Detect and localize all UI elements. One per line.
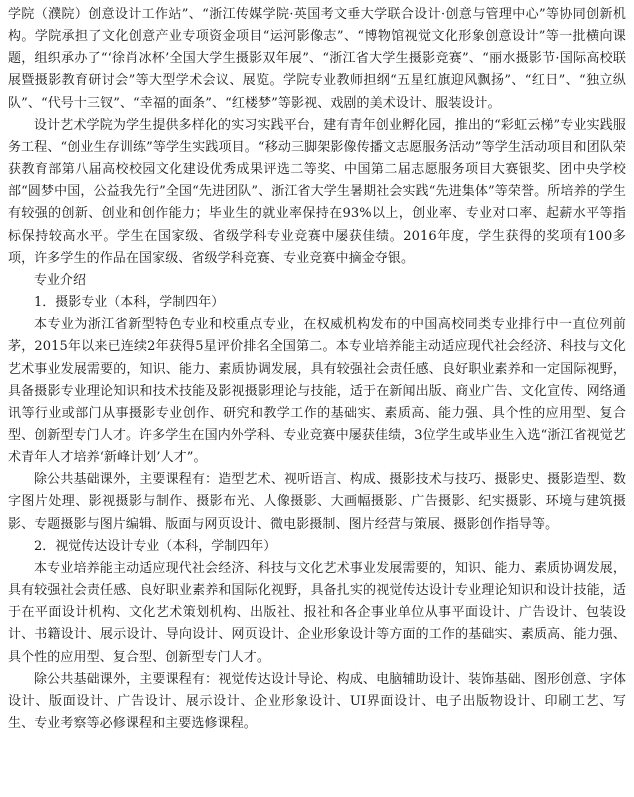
major-visual-communication — [8, 536, 626, 735]
intro-paragraph-1: 学院（濮院）创意设计工作站”、“浙江传媒学院·英国考文垂大学联合设计·创意与管理中心”等协同创新机构。学院承担了文化创意产业专项资金项目“运河影像志”、“博物馆视觉文化形象创意设计”等一批横向课题，组织承办了“‘徐肖冰杯’全国大学生摄影双年展”、“浙江省大学生摄影竞赛”、“丽水摄影节·国际高校联展暨摄影教育研讨会”等大型学术会议、展览。学院专业教师担纲“五星红旗迎风飘扬”、“红日”、“独立纵队”、“代号十三钗”、“幸福的面条”、“红楼梦”等影视、戏剧的美术设计、服装设计。 — [8, 7, 626, 111]
major-heading: 1．摄影专业（本科，学制四年） — [34, 295, 225, 311]
section-title: 专业介绍 — [34, 272, 87, 288]
major-courses-paragraph: 除公共基础课外，主要课程有：造型艺术、视听语言、构成、摄影技术与技巧、摄影史、摄影造型、数字图片处理、影视摄影与制作、摄影布光、人像摄影、大画幅摄影、广告摄影、纪实摄影、环境与建筑摄影、专题摄影与图片编辑、版面与网页设计、微电影摄制、图片经营与策展、摄影创作指导等。 — [8, 472, 626, 532]
major-paragraph: 本专业为浙江省新型特色专业和校重点专业，在权威机构发布的中国高校同类专业排行中一直位列前茅，2015年以来已连续2年获得5星评价排名全国第二。本专业培养能主动适应现代社会经济、科技与文化艺术事业发展需要的，知识、能力、素质协调发展，具有较强社会责任感、良好职业素养和一定国际视野，具备摄影专业理论知识和技术技能及影视摄影理论与技能，适于在新闻出版、商业广告、文化宣传、网络通讯等行业或部门从事摄影专业创作、研究和教学工作的基础实、素质高、能力强、具个性的应用型、复合型、创新型专门人才。许多学生在国内外学科、专业竞赛中屡获佳绩，3位学生或毕业生入选“浙江省视觉艺术青年人才培养‘新峰计划’人才”。 — [8, 317, 626, 466]
major-courses-paragraph: 除公共基础课外，主要课程有：视觉传达设计导论、构成、电脑辅助设计、装饰基础、图形创意、字体设计、版面设计、广告设计、展示设计、企业形象设计、UI界面设计、电子出版物设计、印刷工艺、写生、专业考察等必修课程和主要选修课程。 — [8, 671, 626, 731]
major-photography — [8, 292, 626, 536]
major-heading: 2．视觉传达设计专业（本科，学制四年） — [34, 538, 277, 554]
major-paragraph: 本专业培养能主动适应现代社会经济、科技与文化艺术事业发展需要的，知识、能力、素质协调发展，具有较强社会责任感、良好职业素养和国际化视野，具备扎实的视觉传达设计专业理论知识和设计技能，适于在平面设计机构、文化艺术策划机构、出版社、报社和各企事业单位从事平面设计、广告设计、包装设计、书籍设计、展示设计、导向设计、网页设计、企业形象设计等方面的工作的基础实、素质高、能力强、具个性的应用型、复合型、创新型专门人才。 — [8, 560, 626, 665]
intro-paragraph-2: 设计艺术学院为学生提供多样化的实习实践平台，建有青年创业孵化园，推出的“彩虹云梯”专业实践服务工程、“创业生存训练”等学生实践项目。“移动三脚架影像传播文志愿服务活动”等学生活动项目和团队荣获教育部第八届高校校园文化建设优秀成果评选二等奖、中国第二届志愿服务项目大赛银奖、团中央学校部“圆梦中国，公益我先行”全国“先进团队”、浙江省大学生暑期社会实践“先进集体”等荣誉。所培养的学生有较强的创新、创业和创作能力；毕业生的就业率保持在93%以上，创业率、专业对口率、起薪水平等指标保持较高水平。学生在国家级、省级学科专业竞赛中屡获佳绩。2016年度，学生获得的奖项有100多项，许多学生的作品在国家级、省级学科竞赛、专业竞赛中摘金夺银。 — [8, 117, 626, 266]
intro-section — [8, 4, 626, 270]
